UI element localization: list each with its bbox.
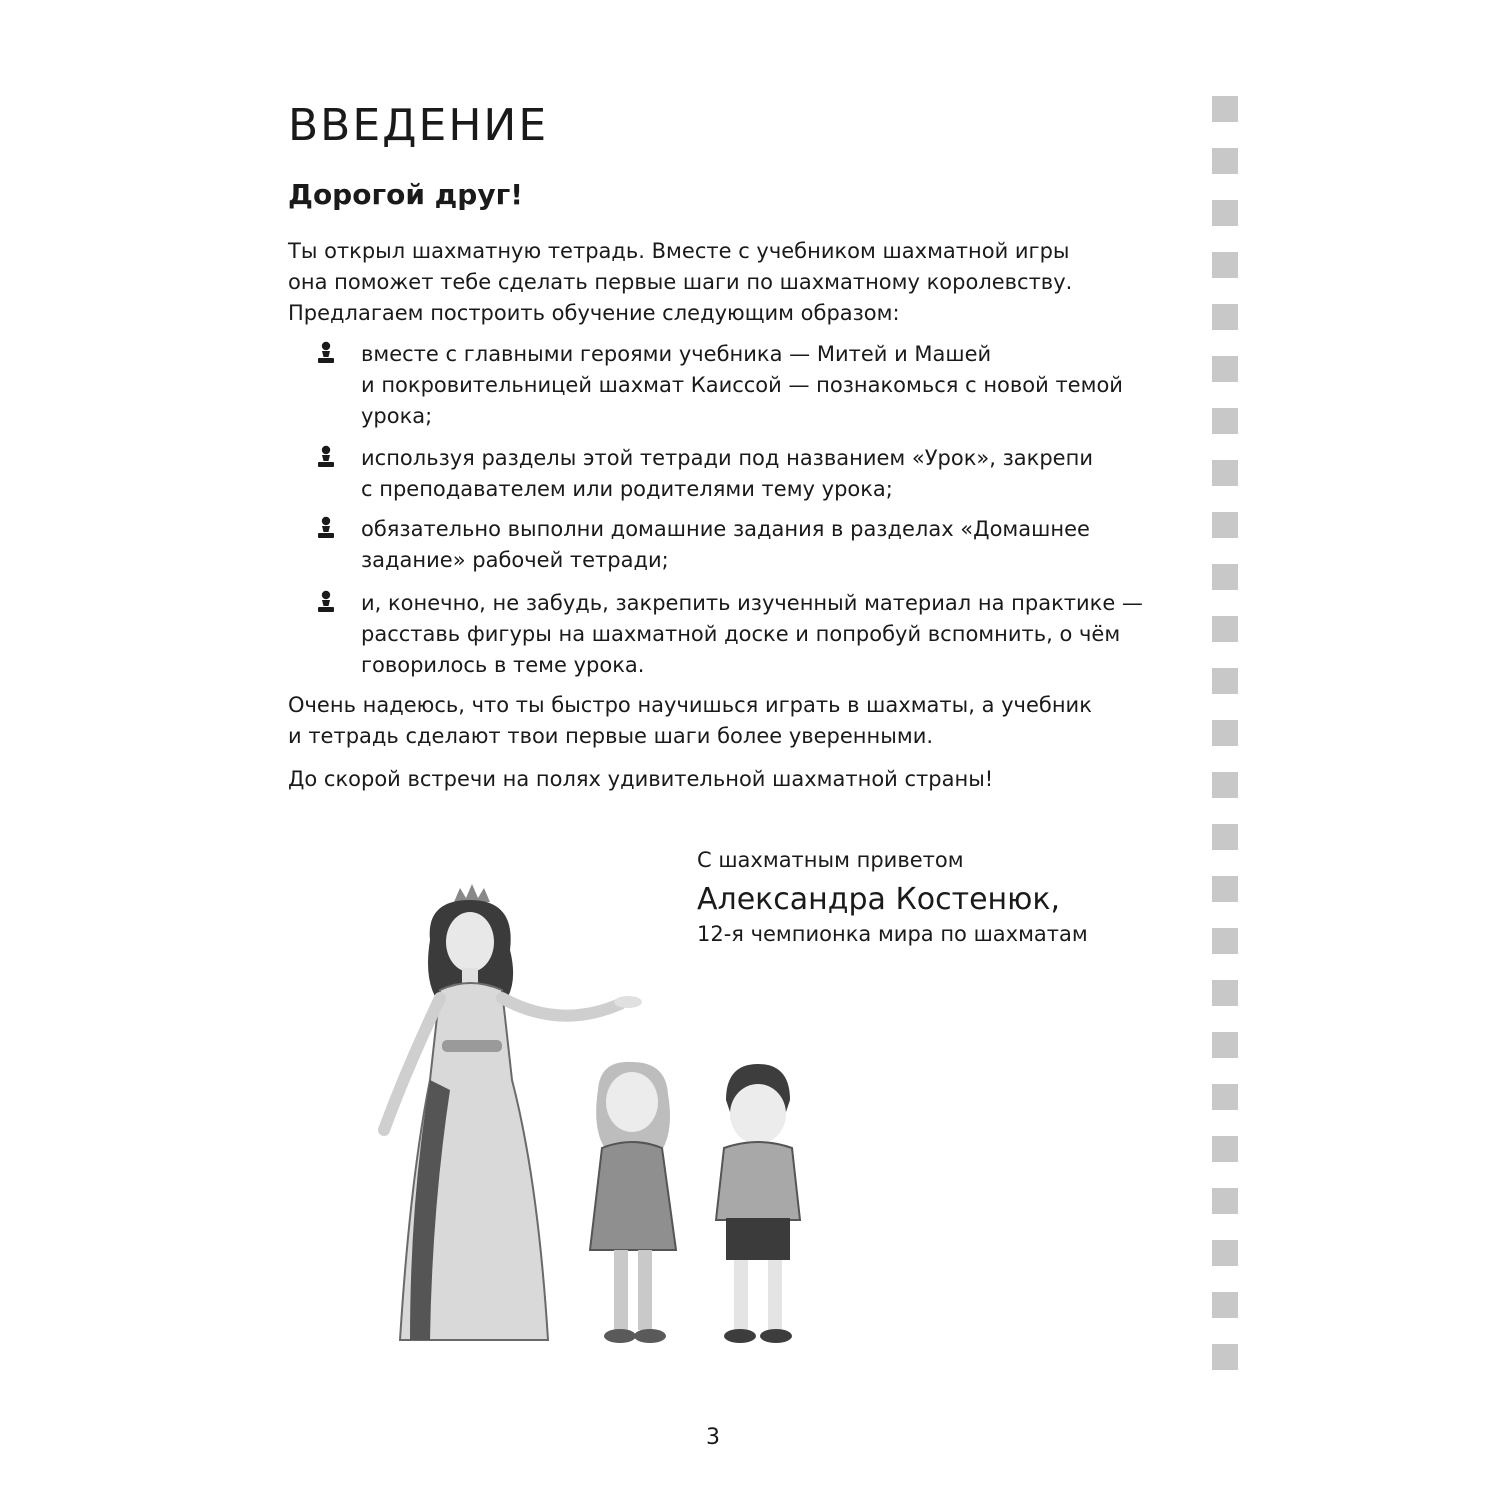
bullet-line: говорилось в теме урока. (361, 653, 645, 677)
chess-pawn-icon (316, 341, 336, 365)
page-title: ВВЕДЕНИЕ (288, 100, 549, 151)
margin-square (1212, 1240, 1238, 1266)
signature-greeting: С шахматным приветом (697, 848, 964, 872)
page-number: 3 (706, 1425, 720, 1450)
margin-square (1212, 1188, 1238, 1214)
margin-square (1212, 356, 1238, 382)
chess-pawn-icon (316, 516, 336, 540)
greeting: Дорогой друг! (288, 178, 523, 211)
bullet-line: обязательно выполни домашние задания в разделах «Домашнее (361, 517, 1090, 541)
margin-square (1212, 200, 1238, 226)
farewell-paragraph (288, 764, 1148, 795)
bullet-line: расставь фигуры на шахматной доске и попробуй вспомнить, о чём (361, 622, 1121, 646)
bullet-line: урока; (361, 404, 433, 428)
margin-square (1212, 980, 1238, 1006)
margin-square (1212, 824, 1238, 850)
margin-square (1212, 408, 1238, 434)
bullet-line: с преподавателем или родителями тему урока; (361, 477, 893, 501)
margin-square (1212, 1032, 1238, 1058)
masha-figure (590, 1062, 676, 1343)
margin-square (1212, 1136, 1238, 1162)
margin-square (1212, 616, 1238, 642)
bullet-item (288, 588, 1148, 681)
characters-illustration (370, 880, 840, 1360)
chess-pawn-icon (316, 445, 336, 469)
chess-pawn-icon (316, 590, 336, 614)
bullet-line: и покровительницей шахмат Каиссой — познакомься с новой темой (361, 373, 1123, 397)
margin-square (1212, 148, 1238, 174)
intro-line: Предлагаем построить обучение следующим образом: (288, 301, 900, 325)
margin-square (1212, 96, 1238, 122)
mitya-figure (716, 1064, 800, 1343)
margin-square (1212, 928, 1238, 954)
closing-paragraph (288, 690, 1148, 752)
bullet-line: задание» рабочей тетради; (361, 548, 669, 572)
signature-name: Александра Костенюк, (697, 882, 1061, 917)
signature-title: 12-я чемпионка мира по шахматам (697, 922, 1088, 946)
bullet-item (288, 443, 1148, 505)
margin-square (1212, 460, 1238, 486)
bullet-line: и, конечно, не забудь, закрепить изученный материал на практике — (361, 591, 1143, 615)
margin-square (1212, 1344, 1238, 1370)
bullet-item (288, 339, 1148, 432)
intro-line: Ты открыл шахматную тетрадь. Вместе с учебником шахматной игры (288, 239, 1070, 263)
margin-square (1212, 512, 1238, 538)
margin-square (1212, 564, 1238, 590)
margin-square (1212, 720, 1238, 746)
margin-square (1212, 876, 1238, 902)
margin-square (1212, 1084, 1238, 1110)
bullet-item (288, 514, 1148, 576)
bullet-line: вместе с главными героями учебника — Митей и Машей (361, 342, 992, 366)
closing-line: и тетрадь сделают твои первые шаги более уверенными. (288, 724, 934, 748)
bullet-line: используя разделы этой тетради под названием «Урок», закрепи (361, 446, 1093, 470)
margin-square (1212, 1292, 1238, 1318)
intro-line: она поможет тебе сделать первые шаги по шахматному королевству. (288, 270, 1073, 294)
farewell-line: До скорой встречи на полях удивительной шахматной страны! (288, 767, 994, 791)
margin-square (1212, 252, 1238, 278)
margin-square (1212, 304, 1238, 330)
margin-square (1212, 668, 1238, 694)
closing-line: Очень надеюсь, что ты быстро научишься играть в шахматы, а учебник (288, 693, 1092, 717)
intro-paragraph (288, 236, 1148, 329)
margin-square (1212, 772, 1238, 798)
